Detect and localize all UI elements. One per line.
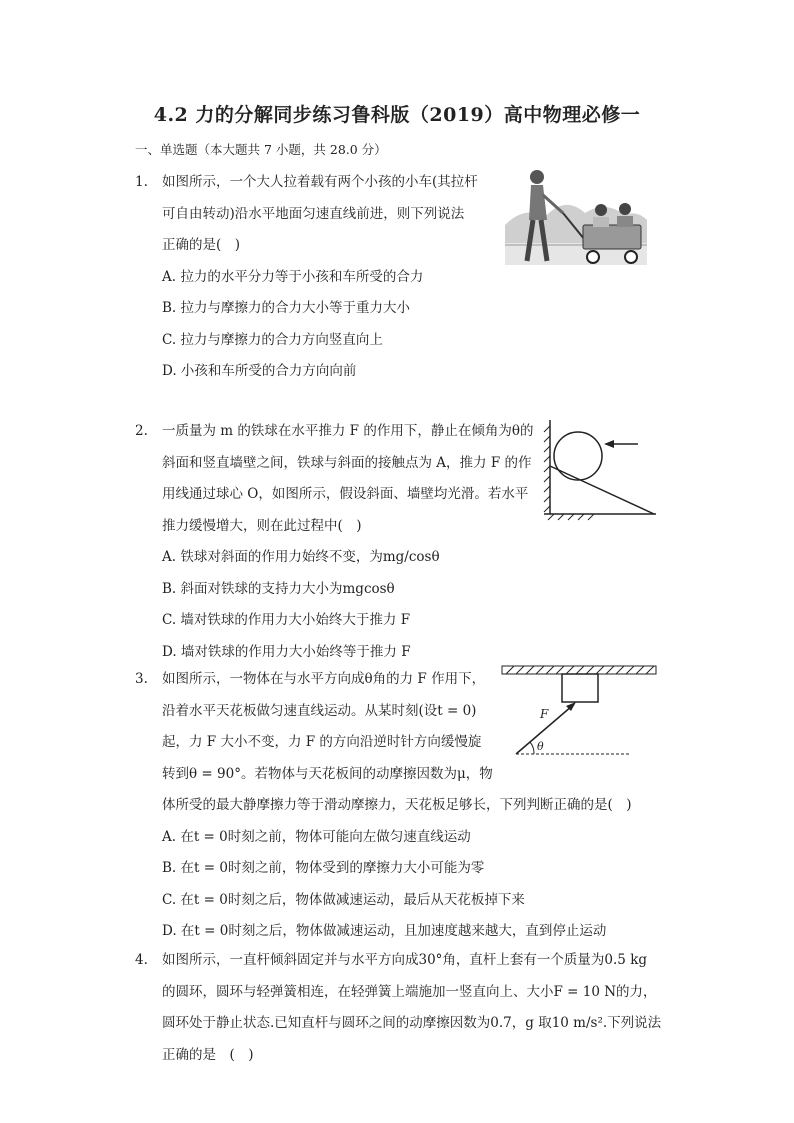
question-number: 4. — [135, 952, 148, 968]
angle-label: θ — [537, 740, 544, 753]
question-line: 的圆环，圆环与轻弹簧相连，在轻弹簧上端施加一竖直向上、大小F = 10 N的力， — [162, 983, 657, 1000]
option-c: C. 拉力与摩擦力的合力方向竖直向上 — [162, 331, 383, 348]
option-a: A. 在t = 0时刻之前，物体可能向左做匀速直线运动 — [162, 828, 471, 845]
section-heading: 一、单选题（本大题共 7 小题，共 28.0 分） — [135, 142, 387, 157]
question-line: 推力缓慢增大，则在此过程中( ) — [162, 517, 362, 534]
figure-block-ceiling-force — [500, 664, 658, 760]
option-a: A. 铁球对斜面的作用力始终不变，为mg/cosθ — [162, 549, 440, 565]
page-title: 4.2 力的分解同步练习鲁科版（2019）高中物理必修一 — [153, 104, 641, 126]
option-b: B. 拉力与摩擦力的合力大小等于重力大小 — [162, 300, 411, 316]
figure-ball-wall-incline — [540, 416, 658, 522]
question-line: 起，力 F 大小不变，力 F 的方向沿逆时针方向缓慢旋 — [162, 734, 482, 750]
question-line: 斜面和竖直墙壁之间，铁球与斜面的接触点为 A，推力 F 的作 — [162, 454, 532, 471]
option-c: C. 墙对铁球的作用力大小始终大于推力 F — [162, 612, 411, 628]
force-label: F — [540, 707, 549, 721]
question-line: 转到θ = 90°。若物体与天花板间的动摩擦因数为μ，物 — [162, 765, 493, 782]
question-number: 2. — [135, 423, 148, 439]
option-c: C. 在t = 0时刻之后，物体做减速运动，最后从天花板掉下来 — [162, 891, 525, 908]
question-line: 正确的是 ( ) — [162, 1046, 254, 1063]
question-line: 体所受的最大静摩擦力等于滑动摩擦力，天花板足够长，下列判断正确的是( ) — [162, 797, 632, 813]
option-d: D. 在t = 0时刻之后，物体做减速运动，且加速度越来越大，直到停止运动 — [162, 923, 607, 939]
question-line: 一质量为 m 的铁球在水平推力 F 的作用下，静止在倾角为θ的 — [162, 423, 534, 439]
question-number: 3. — [135, 671, 148, 687]
option-b: B. 斜面对铁球的支持力大小为mgcosθ — [162, 580, 395, 597]
question-number: 1. — [135, 174, 148, 190]
option-d: D. 小孩和车所受的合力方向向前 — [162, 363, 357, 379]
option-a: A. 拉力的水平分力等于小孩和车所受的合力 — [162, 268, 424, 285]
option-b: B. 在t = 0时刻之前，物体受到的摩擦力大小可能为零 — [162, 860, 485, 876]
question-line: 如图所示，一个大人拉着载有两个小孩的小车(其拉杆 — [162, 174, 478, 190]
question-line: 如图所示，一物体在与水平方向成θ角的力 F 作用下， — [162, 671, 486, 687]
question-line: 如图所示，一直杆倾斜固定并与水平方向成30°角，直杆上套有一个质量为0.5 kg — [162, 952, 648, 968]
question-line: 用线通过球心 O，如图所示，假设斜面、墙壁均光滑。若水平 — [162, 486, 529, 502]
question-line: 正确的是( ) — [162, 237, 241, 253]
question-line: 可自由转动)沿水平地面匀速直线前进，则下列说法 — [162, 205, 465, 222]
figure-adult-pulling-wagon — [505, 165, 647, 270]
question-line: 沿着水平天花板做匀速直线运动。从某时刻(设t = 0) — [162, 702, 477, 719]
question-line: 圆环处于静止状态.已知直杆与圆环之间的动摩擦因数为0.7，g 取10 m/s².下列说法 — [162, 1015, 662, 1031]
option-d: D. 墙对铁球的作用力大小始终等于推力 F — [162, 643, 411, 660]
